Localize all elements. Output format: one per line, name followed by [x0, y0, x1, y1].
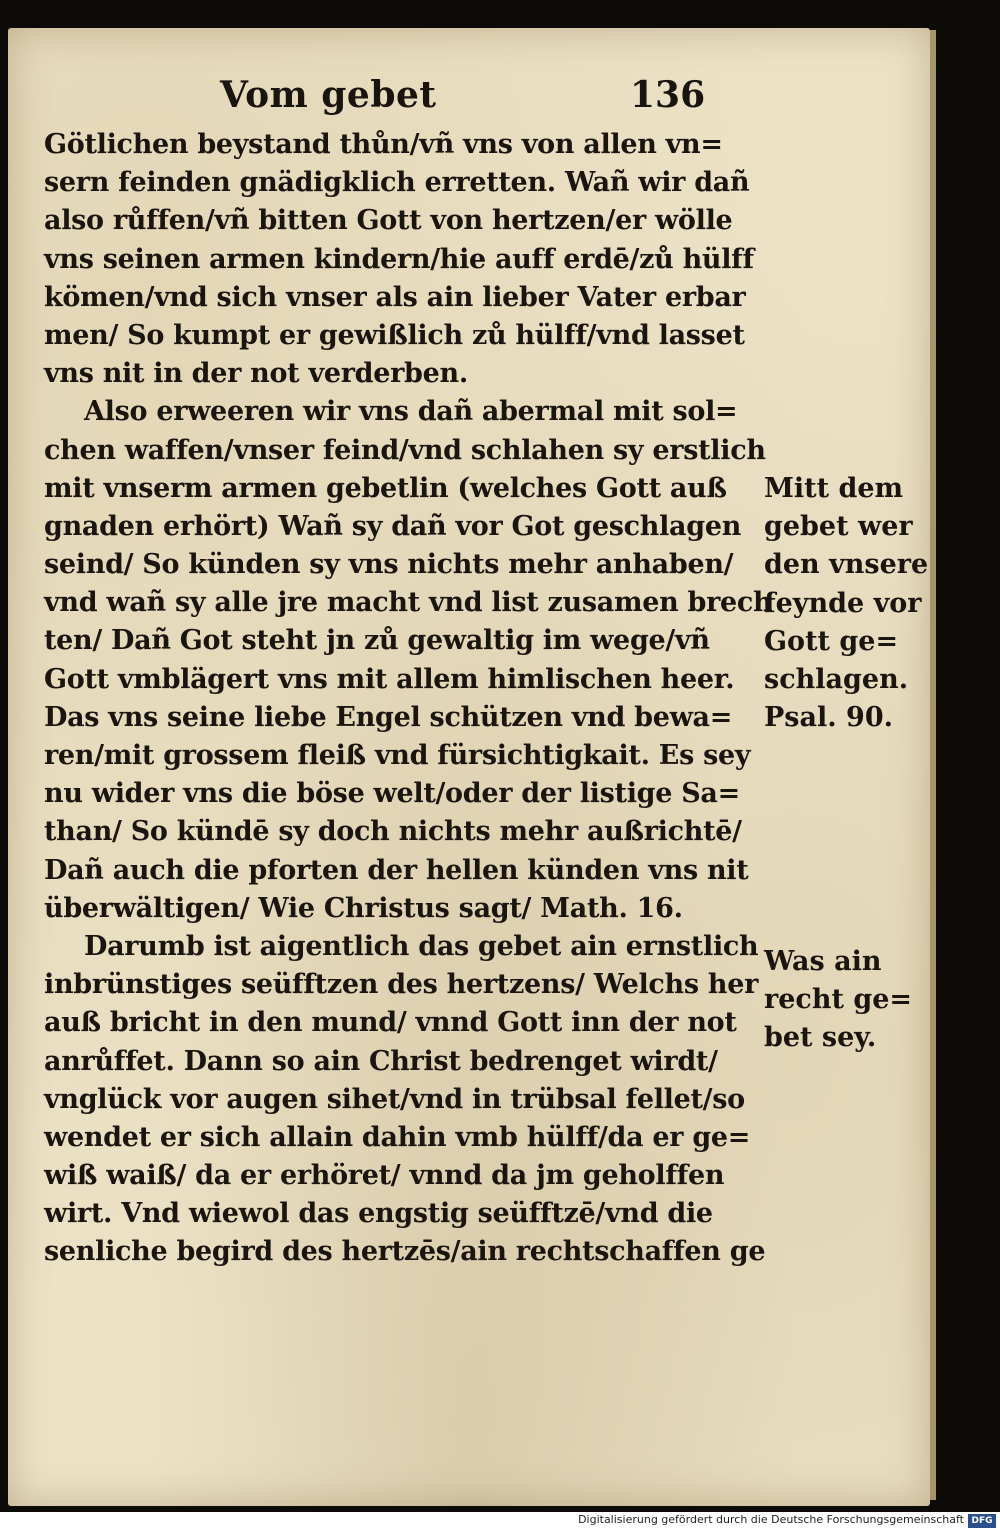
margin-note-line: Was ain [764, 946, 882, 977]
text-line: kömen/vnd sich vnser als ain lieber Vater erbar [44, 281, 746, 313]
text-line: mit vnserm armen gebetlin (welches Gott auß [44, 472, 727, 504]
text-line: vnglück vor augen sihet/vnd in trübsal fellet/so [44, 1083, 745, 1115]
page-header [220, 74, 706, 124]
text-line: anrůffet. Dann so ain Christ bedrenget wirdt/ [44, 1045, 718, 1077]
margin-note-line: feynde vor [764, 587, 922, 619]
text-line: wendet er sich allain dahin vmb hülff/da er ge= [44, 1121, 751, 1153]
margin-note-line: schlagen. [764, 663, 909, 695]
text-line: vns seinen armen kindern/hie auff erdē/zů hülff [44, 243, 754, 275]
text-line: men/ So kumpt er gewißlich zů hülff/vnd lasset [44, 319, 745, 351]
margin-note-prayer-defeats-enemies [764, 470, 934, 737]
text-line: ren/mit grossem fleiß vnd fürsichtigkait. Es sey [44, 740, 751, 771]
text-line: vns nit in der not verderben. [44, 358, 468, 390]
margin-note-line: den vnsere [764, 549, 929, 581]
page-edge [930, 30, 936, 1500]
text-line: Das vns seine liebe Engel schützen vnd bewa= [44, 701, 733, 733]
text-line: senliche begird des hertzēs/ain rechtschaffen ge [44, 1236, 766, 1268]
margin-note-line: Gott ge= [764, 625, 899, 657]
margin-note-line: recht ge= [764, 984, 913, 1016]
dfg-logo: DFG [968, 1514, 996, 1528]
margin-note-line: gebet wer [764, 511, 913, 543]
text-line: vnd wañ sy alle jre macht vnd list zusamen brech [44, 587, 773, 619]
paragraph-start-line: Darumb ist aigentlich das gebet ain ernstlich [84, 930, 759, 962]
text-line: also růffen/vñ bitten Gott von hertzen/er wölle [44, 205, 733, 237]
text-line: seind/ So künden sy vns nichts mehr anhaben/ [44, 549, 734, 581]
text-line: überwältigen/ Wie Christus sagt/ Math. 16. [44, 892, 683, 924]
text-line: wiß waiß/ da er erhöret/ vnnd da jm geholffen [44, 1160, 725, 1192]
paragraph-start-line: Also erweeren wir vns dañ abermal mit sol= [84, 396, 738, 428]
text-line: Götlichen beystand thůn/vñ vns von allen vn= [44, 129, 723, 160]
text-line: Gott vmblägert vns mit allem himlischen heer. [44, 663, 735, 695]
text-line: ten/ Dañ Got steht jn zů gewaltig im wege/vñ [44, 625, 710, 657]
text-line: nu wider vns die böse welt/oder der listige Sa= [44, 778, 740, 810]
margin-note-line: Mitt dem [764, 473, 904, 504]
text-line: than/ So kündē sy doch nichts mehr außrichtē/ [44, 816, 742, 848]
margin-note-line: bet sey. [764, 1022, 877, 1054]
text-line: inbrünstiges seüfftzen des hertzens/ Welchs her [44, 969, 759, 1001]
margin-note-true-prayer [764, 943, 934, 1058]
funding-credit: Digitalisierung gefördert durch die Deutsche Forschungsgemeinschaft [578, 1513, 964, 1526]
running-title: Vom gebet [220, 74, 437, 116]
body-text [44, 126, 773, 1272]
page-number: 136 [630, 74, 706, 116]
text-line: Dañ auch die pforten der hellen künden vns nit [44, 854, 749, 886]
text-line: sern feinden gnädigklich erretten. Wañ wir dañ [44, 167, 750, 199]
text-line: auß bricht in den mund/ vnnd Gott inn der not [44, 1007, 737, 1039]
margin-note-line: Psal. 90. [764, 702, 894, 734]
text-line: wirt. Vnd wiewol das engstig seüfftzē/vnd die [44, 1198, 713, 1230]
text-line: gnaden erhört) Wañ sy dañ vor Got geschlagen [44, 510, 742, 542]
text-line: chen waffen/vnser feind/vnd schlahen sy erstlich [44, 434, 766, 466]
